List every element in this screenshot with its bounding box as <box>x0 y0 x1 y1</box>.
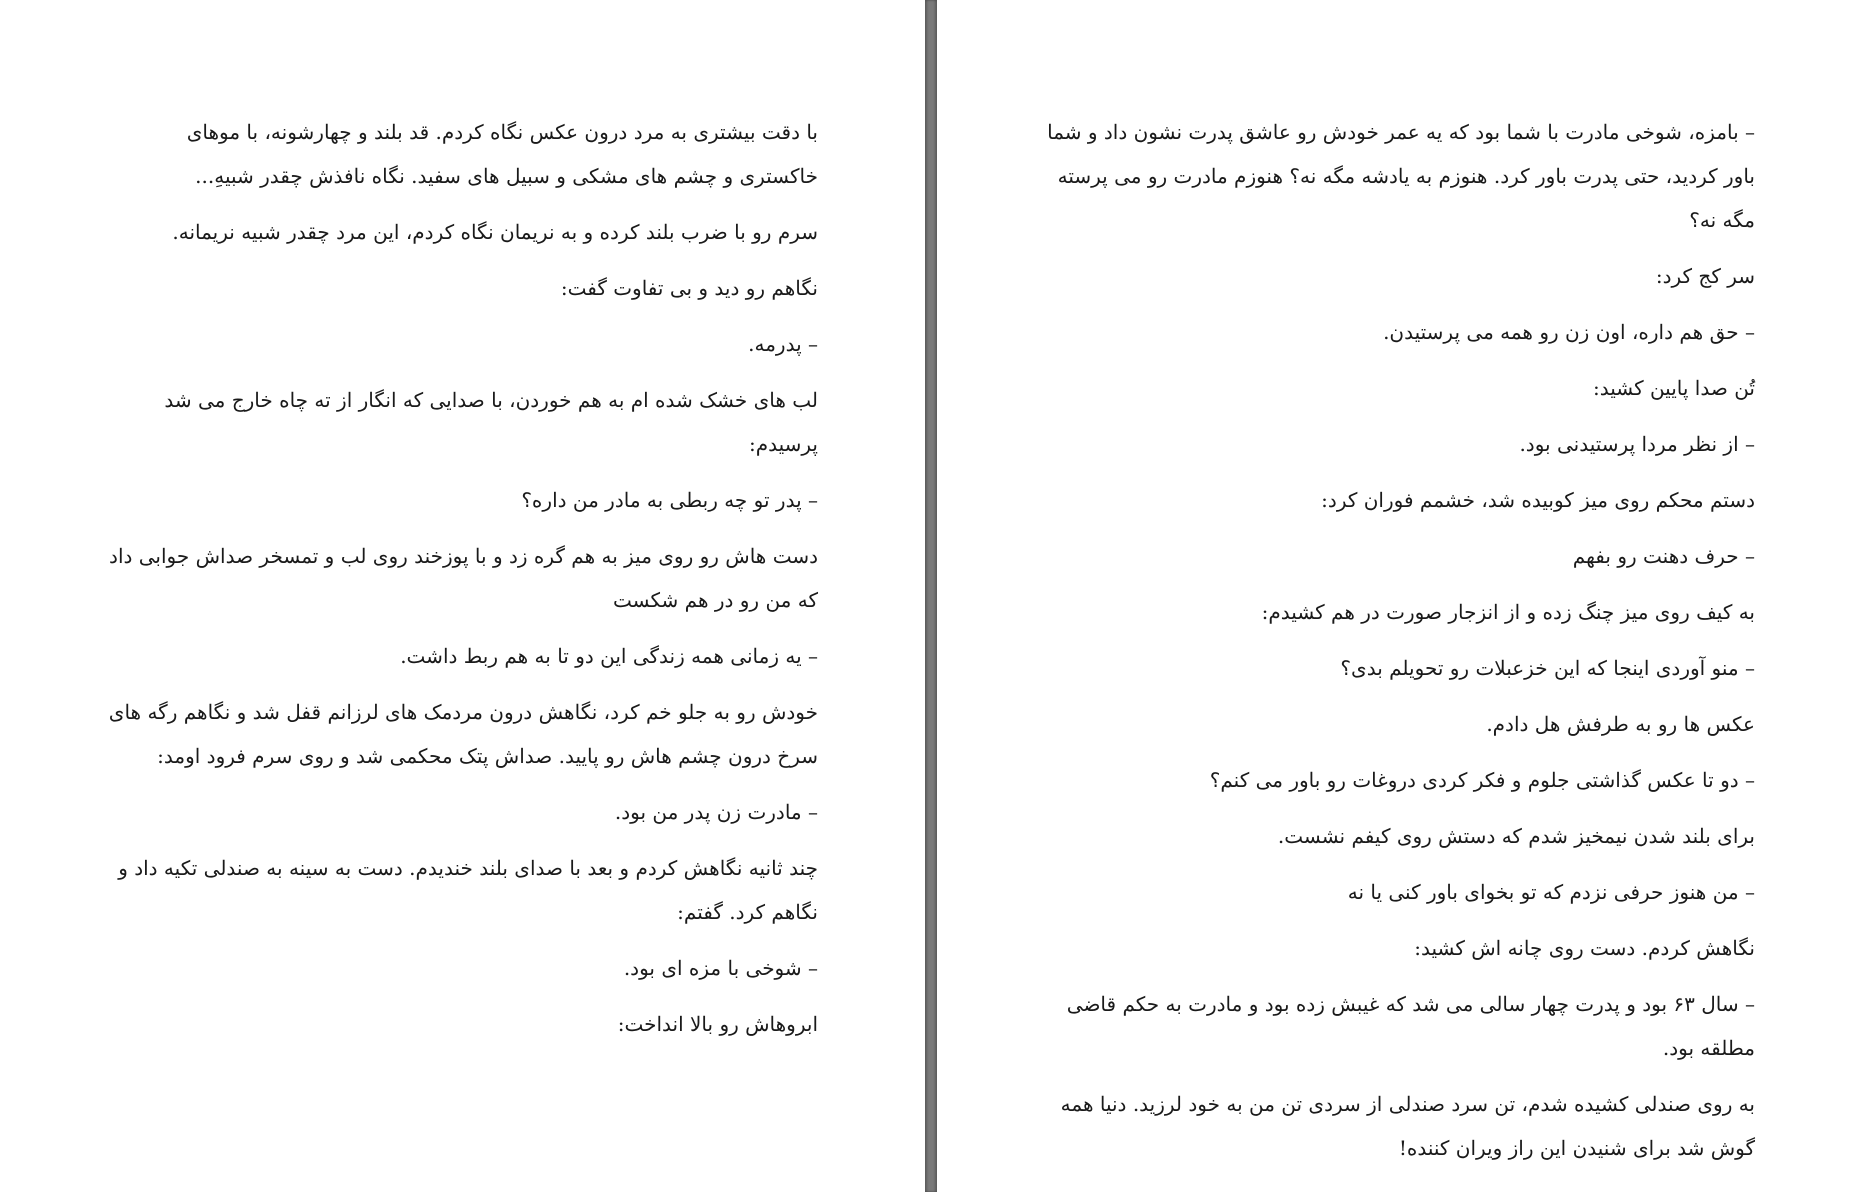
left-page <box>0 0 925 1192</box>
paragraph: – سال ۶۳ بود و پدرت چهار سالی می شد که غیبش زده بود و مادرت به حکم قاضی مطلقه بود. <box>1066 992 1755 1060</box>
paragraph: لب های خشک شده ام به هم خوردن، با صدایی که انگار از ته چاه خارج می شد پرسیدم: <box>164 388 818 456</box>
paragraph: – بامزه، شوخی مادرت با شما بود که یه عمر خودش رو عاشق پدرت نشون داد و شما باور کردید، حتی پدرت باور کرد. هنوزم به یادشه مگه نه؟ هنوزم مادرت رو می پرسته مگه نه؟ <box>1047 120 1755 232</box>
paragraph: تُن صدا پایین کشید: <box>1592 376 1755 400</box>
paragraph: – یه زمانی همه زندگی این دو تا به هم ربط داشت. <box>400 644 818 668</box>
paragraph: سرم رو با ضرب بلند کرده و به نریمان نگاه کردم، این مرد چقدر شبیه نریمانه. <box>172 220 818 244</box>
paragraph: – شوخی با مزه ای بود. <box>623 956 818 980</box>
page-gutter-divider <box>925 0 937 1192</box>
paragraph: برای بلند شدن نیمخیز شدم که دستش روی کیفم نشست. <box>1277 824 1755 848</box>
paragraph: به کیف روی میز چنگ زده و از انزجار صورت در هم کشیدم: <box>1261 600 1755 624</box>
paragraph: به روی صندلی کشیده شدم، تن سرد صندلی از سردی تن من به خود لرزید. دنیا همه گوش شد برای شنیدن این راز ویران کننده! <box>1060 1092 1755 1160</box>
paragraph: عکس ها رو به طرفش هل دادم. <box>1486 712 1755 736</box>
paragraph: – حرف دهنت رو بفهم <box>1572 544 1755 568</box>
paragraph: – حق هم داره، اون زن رو همه می پرستیدن. <box>1383 320 1755 344</box>
paragraph: – دو تا عکس گذاشتی جلوم و فکر کردی دروغات رو باور می کنم؟ <box>1209 768 1755 792</box>
paragraph: – از نظر مردا پرستیدنی بود. <box>1519 432 1755 456</box>
paragraph: – پدرمه. <box>748 332 818 356</box>
paragraph: نگاهش کردم. دست روی چانه اش کشید: <box>1414 936 1755 960</box>
paragraph: سر کج کرد: <box>1655 264 1755 288</box>
paragraph: – منو آوردی اینجا که این خزعبلات رو تحویلم بدی؟ <box>1340 656 1755 680</box>
paragraph: – من هنوز حرفی نزدم که تو بخوای باور کنی یا نه <box>1347 880 1755 904</box>
paragraph: خودش رو به جلو خم کرد، نگاهش درون مردمک های لرزانم قفل شد و نگاهم رگه های سرخ درون چشم هاش رو پایید. صداش پتک محکمی شد و روی سرم فرود اومد: <box>108 700 818 768</box>
right-page-text <box>1045 110 1755 1182</box>
paragraph: با دقت بیشتری به مرد درون عکس نگاه کردم. قد بلند و چهارشونه، با موهای خاکستری و چشم های مشکی و سبیل های سفید. نگاه نافذش چقدر شبیهِ... <box>186 120 818 188</box>
right-page <box>937 0 1852 1192</box>
paragraph: – مادرت زن پدر من بود. <box>614 800 818 824</box>
paragraph: دستم محکم روی میز کوبیده شد، خشمم فوران کرد: <box>1321 488 1755 512</box>
left-page-text <box>108 110 818 1058</box>
paragraph: – پدر تو چه ربطی به مادر من داره؟ <box>521 488 818 512</box>
paragraph: دست هاش رو روی میز به هم گره زد و با پوزخند روی لب و تمسخر صداش جوابی داد که من رو در هم شکست <box>109 544 818 612</box>
paragraph: نگاهم رو دید و بی تفاوت گفت: <box>560 276 818 300</box>
paragraph: ابروهاش رو بالا انداخت: <box>617 1012 818 1036</box>
paragraph: چند ثانیه نگاهش کردم و بعد با صدای بلند خندیدم. دست به سینه به صندلی تکیه داد و نگاهم کرد. گفتم: <box>118 856 818 924</box>
